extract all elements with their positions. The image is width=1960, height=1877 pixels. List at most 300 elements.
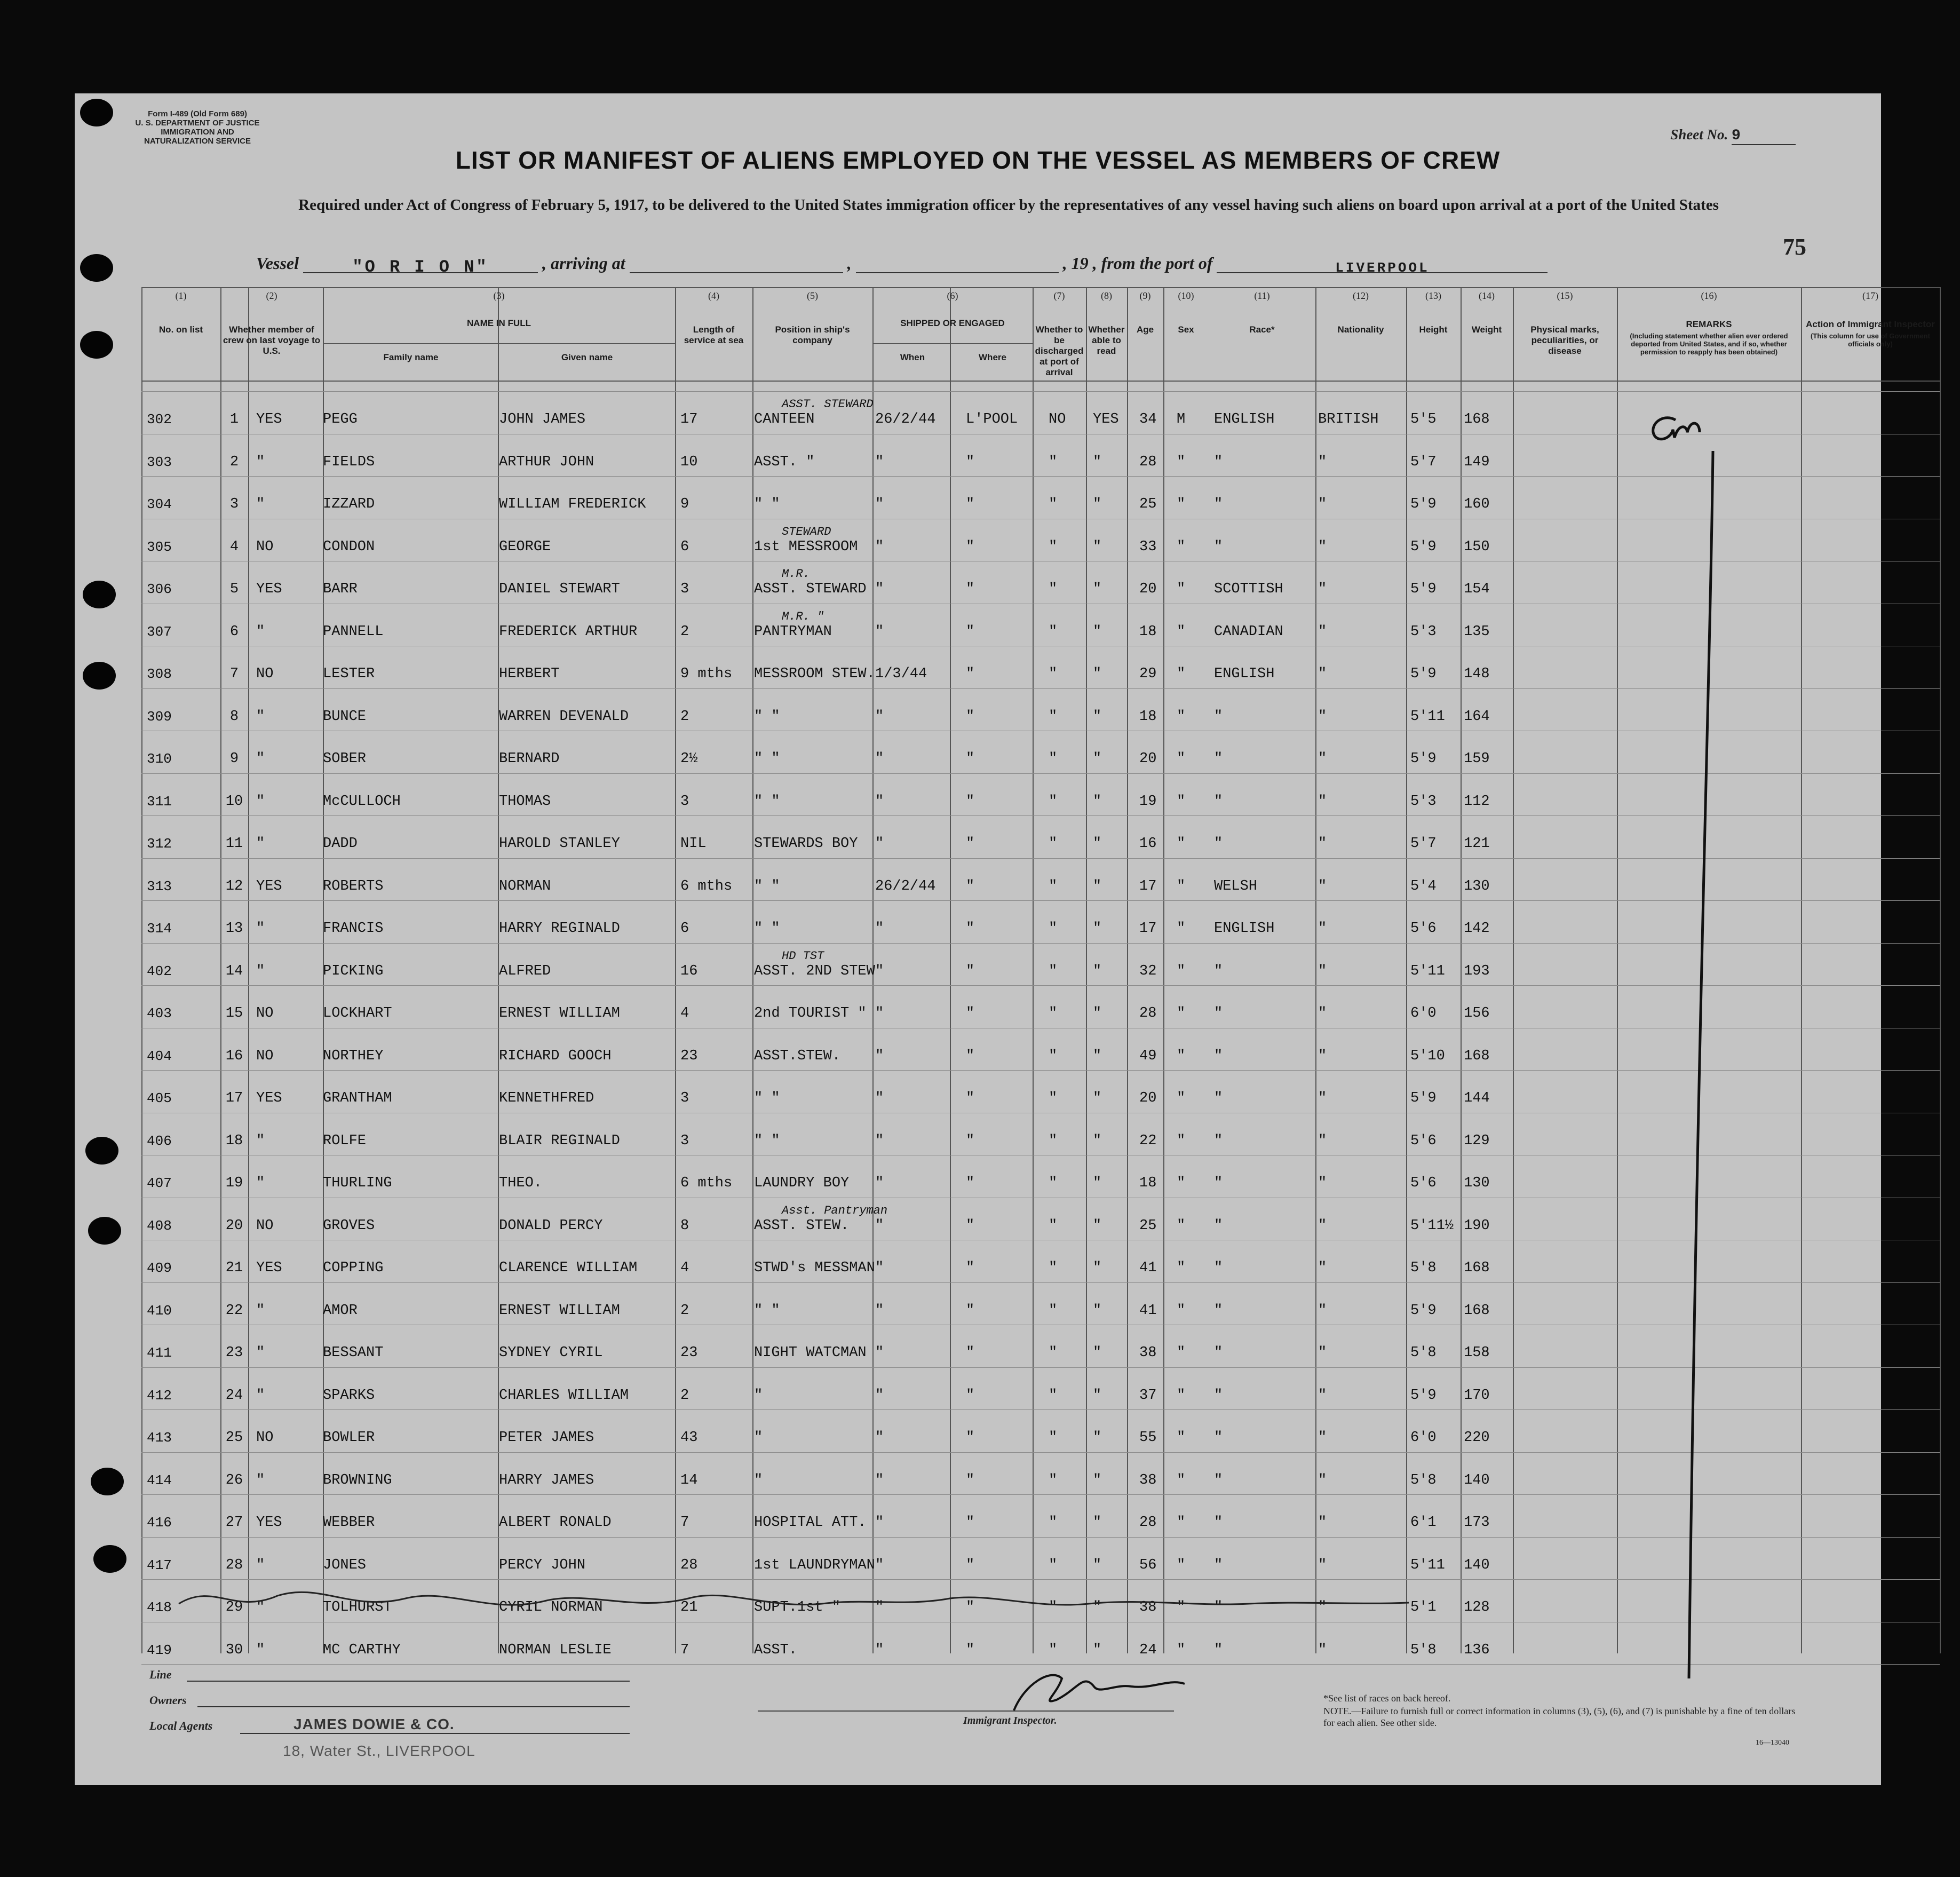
sex-cell: "	[1177, 538, 1186, 555]
family-name-cell: WEBBER	[323, 1515, 375, 1531]
weight-cell: 112	[1464, 793, 1490, 810]
given-name-cell: SYDNEY CYRIL	[499, 1345, 603, 1361]
given-name-cell: ALBERT RONALD	[499, 1515, 612, 1531]
race-cell: "	[1214, 1132, 1223, 1149]
shipped-where-cell: "	[966, 708, 975, 725]
shipped-when-cell: "	[875, 1005, 884, 1021]
column-number: (16)	[1701, 290, 1717, 301]
position-cell: 1st MESSROOM	[754, 538, 858, 555]
position-cell: "	[754, 1387, 763, 1404]
height-cell: 5'8	[1410, 1260, 1437, 1276]
sex-cell: "	[1177, 1048, 1186, 1064]
sex-cell: "	[1177, 751, 1186, 767]
column-header: Sex	[1178, 324, 1194, 335]
height-cell: 5'3	[1410, 793, 1437, 810]
height-cell: 5'6	[1410, 921, 1437, 937]
given-name-cell: GEORGE	[499, 538, 551, 555]
sheet-label: Sheet No.	[1670, 126, 1728, 142]
column-header: Whether to be discharged at port of arrival	[1035, 324, 1084, 377]
last-voyage-cell: NO	[256, 1217, 274, 1234]
shipped-when-cell: "	[875, 751, 884, 767]
able-to-read-cell: "	[1093, 538, 1102, 555]
age-cell: 34	[1139, 411, 1157, 427]
position-cell: "	[754, 1430, 763, 1446]
line-reference: 403	[147, 1005, 172, 1021]
nationality-cell: "	[1318, 1515, 1327, 1531]
position-cell: " "	[754, 793, 780, 810]
weight-cell: 159	[1464, 751, 1490, 767]
race-cell: "	[1214, 1472, 1223, 1488]
column-subheader: Where	[979, 352, 1006, 362]
family-name-cell: FIELDS	[323, 454, 375, 470]
form-identifier	[133, 109, 261, 146]
line-reference: 411	[147, 1345, 172, 1361]
end-of-list-scrawl	[75, 1582, 1881, 1625]
position-cell: LAUNDRY BOY	[754, 1175, 850, 1191]
nationality-cell: "	[1318, 496, 1327, 512]
no-cell: 11	[225, 836, 243, 852]
family-name-cell: MC CARTHY	[323, 1642, 401, 1658]
weight-cell: 168	[1464, 1260, 1490, 1276]
shipped-when-cell: "	[875, 538, 884, 555]
races-note: *See list of races on back hereof.	[1323, 1693, 1451, 1704]
page-number: 75	[1783, 234, 1806, 260]
column-divider	[1406, 287, 1407, 1653]
weight-cell: 168	[1464, 1302, 1490, 1319]
year-label: , 19	[1062, 254, 1089, 273]
column-divider	[1127, 287, 1128, 1653]
no-cell: 10	[225, 793, 243, 810]
weight-cell: 129	[1464, 1132, 1490, 1149]
race-cell: "	[1214, 496, 1223, 512]
sex-cell: "	[1177, 708, 1186, 725]
able-to-read-cell: "	[1093, 1515, 1102, 1531]
weight-cell: 150	[1464, 538, 1490, 555]
shipped-subheader-rule	[872, 343, 1033, 344]
sex-cell: "	[1177, 666, 1186, 682]
column-number: (14)	[1479, 290, 1495, 301]
nationality-cell: "	[1318, 581, 1327, 597]
shipped-where-cell: "	[966, 666, 975, 682]
last-voyage-cell: "	[256, 1132, 265, 1149]
race-cell: "	[1214, 1175, 1223, 1191]
position-annotation: ASST. STEWARD	[782, 398, 874, 411]
sex-cell: "	[1177, 1557, 1186, 1573]
line-label: Line	[149, 1668, 172, 1681]
name-subheader-rule	[323, 343, 675, 344]
no-cell: 14	[225, 963, 243, 979]
vessel-line: Vessel "O R I O N" , arriving at , , 19 , from the port of LIVERPOOL	[256, 254, 1548, 273]
service-cell: 3	[680, 793, 689, 810]
position-cell: ASST. STEWARD	[754, 581, 867, 597]
sex-cell: "	[1177, 1472, 1186, 1488]
column-number: (10)	[1178, 290, 1194, 301]
column-header: Action of Immigrant Inspector	[1806, 319, 1935, 329]
discharged-cell: "	[1049, 1642, 1058, 1658]
race-cell: "	[1214, 1515, 1223, 1531]
shipped-when-cell: "	[875, 921, 884, 937]
shipped-when-cell: 1/3/44	[875, 666, 927, 682]
port-name: LIVERPOOL	[1335, 260, 1430, 276]
family-name-cell: DADD	[323, 836, 358, 852]
last-voyage-cell: "	[256, 1387, 265, 1404]
shipped-when-cell: "	[875, 623, 884, 640]
line-reference: 417	[147, 1557, 172, 1573]
column-header: Age	[1136, 324, 1154, 335]
age-cell: 41	[1139, 1302, 1157, 1319]
punch-hole	[80, 254, 113, 282]
race-cell: "	[1214, 454, 1223, 470]
service-cell: 3	[680, 1132, 689, 1149]
able-to-read-cell: "	[1093, 1132, 1102, 1149]
nationality-cell: "	[1318, 1132, 1327, 1149]
position-cell: STWD's MESSMAN	[754, 1260, 875, 1276]
column-number: (5)	[807, 290, 818, 301]
no-cell: 23	[225, 1345, 243, 1361]
able-to-read-cell: "	[1093, 1302, 1102, 1319]
family-name-cell: GROVES	[323, 1217, 375, 1234]
given-name-cell: RICHARD GOOCH	[499, 1048, 612, 1064]
weight-cell: 170	[1464, 1387, 1490, 1404]
last-voyage-cell: NO	[256, 1430, 274, 1446]
position-cell: " "	[754, 878, 780, 894]
sex-cell: "	[1177, 1090, 1186, 1106]
header-rule	[141, 287, 1940, 288]
able-to-read-cell: "	[1093, 1557, 1102, 1573]
height-cell: 5'3	[1410, 623, 1437, 640]
position-cell: " "	[754, 1132, 780, 1149]
last-voyage-cell: "	[256, 836, 265, 852]
weight-cell: 160	[1464, 496, 1490, 512]
position-cell: ASST. STEW.	[754, 1217, 850, 1234]
column-number: (15)	[1557, 290, 1573, 301]
service-cell: 6 mths	[680, 1175, 733, 1191]
nationality-cell: "	[1318, 538, 1327, 555]
service-cell: 14	[680, 1472, 698, 1488]
arriving-field	[630, 256, 843, 273]
race-cell: "	[1214, 1345, 1223, 1361]
no-cell: 28	[225, 1557, 243, 1573]
able-to-read-cell: "	[1093, 1175, 1102, 1191]
line-reference: 308	[147, 666, 172, 682]
height-cell: 5'8	[1410, 1472, 1437, 1488]
service-cell: 6	[680, 538, 689, 555]
date-field	[856, 256, 1059, 273]
line-reference: 314	[147, 921, 172, 937]
line-reference: 413	[147, 1430, 172, 1446]
line-reference: 312	[147, 836, 172, 852]
shipped-where-cell: "	[966, 1048, 975, 1064]
age-cell: 56	[1139, 1557, 1157, 1573]
shipped-where-cell: "	[966, 878, 975, 894]
service-cell: 8	[680, 1217, 689, 1234]
weight-cell: 135	[1464, 623, 1490, 640]
column-subheader: Given name	[561, 352, 613, 362]
given-name-cell: DANIEL STEWART	[499, 581, 620, 597]
line-reference: 309	[147, 708, 172, 725]
shipped-where-cell: "	[966, 1132, 975, 1149]
last-voyage-cell: YES	[256, 1260, 282, 1276]
age-cell: 49	[1139, 1048, 1157, 1064]
no-cell: 20	[225, 1217, 243, 1234]
column-number: (7)	[1053, 290, 1065, 301]
column-divider	[248, 287, 249, 1653]
shipped-where-cell: "	[966, 1090, 975, 1106]
column-subheader: Family name	[383, 352, 439, 362]
last-voyage-cell: NO	[256, 1048, 274, 1064]
position-cell: ASST.STEW.	[754, 1048, 841, 1064]
able-to-read-cell: "	[1093, 1472, 1102, 1488]
last-voyage-cell: "	[256, 1472, 265, 1488]
race-cell: WELSH	[1214, 878, 1258, 894]
race-cell: "	[1214, 1090, 1223, 1106]
agents-label: Local Agents	[149, 1719, 213, 1732]
column-divider	[1163, 287, 1164, 1653]
sheet-number-value: 9	[1732, 128, 1796, 145]
age-cell: 32	[1139, 963, 1157, 979]
race-cell: ENGLISH	[1214, 666, 1275, 682]
age-cell: 38	[1139, 1472, 1157, 1488]
discharged-cell: "	[1049, 963, 1058, 979]
service-cell: 3	[680, 581, 689, 597]
race-cell: "	[1214, 1387, 1223, 1404]
height-cell: 5'11	[1410, 708, 1445, 725]
weight-cell: 140	[1464, 1557, 1490, 1573]
shipped-when-cell: "	[875, 454, 884, 470]
weight-cell: 164	[1464, 708, 1490, 725]
nationality-cell: "	[1318, 1048, 1327, 1064]
weight-cell: 136	[1464, 1642, 1490, 1658]
row-rule	[141, 391, 1940, 392]
vessel-name: "O R I O N"	[352, 257, 489, 277]
given-name-cell: PERCY JOHN	[499, 1557, 586, 1573]
print-code: 16—13040	[1756, 1739, 1789, 1747]
discharged-cell: "	[1049, 496, 1058, 512]
nationality-cell: "	[1318, 1472, 1327, 1488]
height-cell: 6'0	[1410, 1430, 1437, 1446]
last-voyage-cell: "	[256, 1345, 265, 1361]
column-number: (12)	[1353, 290, 1369, 301]
column-number: (2)	[266, 290, 277, 301]
shipped-where-cell: "	[966, 1387, 975, 1404]
nationality-cell: "	[1318, 708, 1327, 725]
height-cell: 5'9	[1410, 1302, 1437, 1319]
last-voyage-cell: NO	[256, 666, 274, 682]
column-divider	[1940, 287, 1941, 1653]
service-cell: 10	[680, 454, 698, 470]
shipped-when-cell: "	[875, 1515, 884, 1531]
age-cell: 17	[1139, 921, 1157, 937]
discharged-cell: "	[1049, 1472, 1058, 1488]
weight-cell: 154	[1464, 581, 1490, 597]
service-cell: 7	[680, 1515, 689, 1531]
shipped-where-cell: "	[966, 1175, 975, 1191]
age-cell: 20	[1139, 1090, 1157, 1106]
shipped-when-cell: "	[875, 1260, 884, 1276]
age-cell: 28	[1139, 1005, 1157, 1021]
line-reference: 419	[147, 1642, 172, 1658]
sex-cell: "	[1177, 454, 1186, 470]
last-voyage-cell: YES	[256, 1090, 282, 1106]
weight-cell: 128	[1464, 1599, 1490, 1615]
family-name-cell: ROLFE	[323, 1132, 367, 1149]
last-voyage-cell: "	[256, 623, 265, 640]
no-cell: 21	[225, 1260, 243, 1276]
able-to-read-cell: "	[1093, 1430, 1102, 1446]
discharged-cell: "	[1049, 1430, 1058, 1446]
column-header: Nationality	[1337, 324, 1384, 335]
family-name-cell: JONES	[323, 1557, 367, 1573]
nationality-cell: "	[1318, 1005, 1327, 1021]
weight-cell: 130	[1464, 878, 1490, 894]
sex-cell: "	[1177, 963, 1186, 979]
sex-cell: "	[1177, 1599, 1186, 1615]
column-header: REMARKS	[1686, 319, 1732, 329]
service-cell: 43	[680, 1430, 698, 1446]
position-cell: 2nd TOURIST "	[754, 1005, 867, 1021]
service-cell: 2	[680, 623, 689, 640]
no-cell: 9	[229, 751, 239, 767]
line-reference: 306	[147, 581, 172, 597]
shipped-where-cell: "	[966, 1005, 975, 1021]
sex-cell: "	[1177, 581, 1186, 597]
column-divider	[950, 287, 951, 1653]
height-cell: 5'8	[1410, 1642, 1437, 1658]
position-cell: ASST. 2ND STEW	[754, 963, 875, 979]
given-name-cell: KENNETHFRED	[499, 1090, 594, 1106]
agent-stamp-name: JAMES DOWIE & CO.	[293, 1716, 455, 1732]
discharged-cell: "	[1049, 666, 1058, 682]
discharged-cell: "	[1049, 1302, 1058, 1319]
discharged-cell: NO	[1049, 411, 1066, 427]
last-voyage-cell: "	[256, 921, 265, 937]
race-cell: "	[1214, 793, 1223, 810]
no-cell: 15	[225, 1005, 243, 1021]
column-header: SHIPPED OR ENGAGED	[900, 318, 1005, 328]
line-reference: 404	[147, 1048, 172, 1064]
service-cell: 17	[680, 411, 698, 427]
last-voyage-cell: "	[256, 1642, 265, 1658]
position-cell: " "	[754, 496, 780, 512]
column-divider	[675, 287, 676, 1653]
owners-label: Owners	[149, 1693, 187, 1707]
age-cell: 18	[1139, 1175, 1157, 1191]
shipped-when-cell: "	[875, 836, 884, 852]
height-cell: 5'7	[1410, 454, 1437, 470]
height-cell: 5'4	[1410, 878, 1437, 894]
age-cell: 18	[1139, 623, 1157, 640]
column-header-note: (Including statement whether alien ever ordered deported from United States, and if so, whether permission to reapply has been obtained)	[1630, 332, 1788, 356]
given-name-cell: CLARENCE WILLIAM	[499, 1260, 638, 1276]
given-name-cell: BLAIR REGINALD	[499, 1132, 620, 1149]
family-name-cell: BARR	[323, 581, 358, 597]
sheet-number	[1670, 126, 1796, 145]
nationality-cell: "	[1318, 878, 1327, 894]
position-cell: ASST.	[754, 1642, 798, 1658]
height-cell: 5'9	[1410, 1090, 1437, 1106]
able-to-read-cell: "	[1093, 581, 1102, 597]
given-name-cell: NORMAN	[499, 878, 551, 894]
punch-hole	[88, 1217, 121, 1245]
column-header: Height	[1419, 324, 1448, 335]
shipped-where-cell: "	[966, 1345, 975, 1361]
given-name-cell: HARRY REGINALD	[499, 921, 620, 937]
nationality-cell: "	[1318, 623, 1327, 640]
shipped-where-cell: "	[966, 1472, 975, 1488]
race-cell: "	[1214, 836, 1223, 852]
family-name-cell: COPPING	[323, 1260, 384, 1276]
punch-hole	[80, 331, 113, 359]
family-name-cell: BOWLER	[323, 1430, 375, 1446]
punch-hole	[91, 1468, 124, 1495]
punch-hole	[83, 581, 116, 608]
position-cell: ASST. "	[754, 454, 815, 470]
height-cell: 5'7	[1410, 836, 1437, 852]
able-to-read-cell: "	[1093, 1048, 1102, 1064]
weight-cell: 158	[1464, 1345, 1490, 1361]
weight-cell: 121	[1464, 836, 1490, 852]
last-voyage-cell: "	[256, 454, 265, 470]
discharged-cell: "	[1049, 1599, 1058, 1615]
column-divider	[1315, 287, 1316, 1653]
family-name-cell: BROWNING	[323, 1472, 392, 1488]
position-cell: MESSROOM STEW.	[754, 666, 875, 682]
height-cell: 5'6	[1410, 1175, 1437, 1191]
sex-cell: "	[1177, 1217, 1186, 1234]
last-voyage-cell: "	[256, 708, 265, 725]
column-divider	[752, 287, 753, 1653]
sex-cell: "	[1177, 1387, 1186, 1404]
given-name-cell: THOMAS	[499, 793, 551, 810]
service-cell: 28	[680, 1557, 698, 1573]
age-cell: 18	[1139, 708, 1157, 725]
discharged-cell: "	[1049, 1217, 1058, 1234]
column-number: (4)	[708, 290, 719, 301]
age-cell: 38	[1139, 1345, 1157, 1361]
service-cell: 21	[680, 1599, 698, 1615]
weight-cell: 148	[1464, 666, 1490, 682]
weight-cell: 144	[1464, 1090, 1490, 1106]
manifest-sheet	[75, 93, 1935, 1785]
nationality-cell: "	[1318, 793, 1327, 810]
no-cell: 6	[229, 623, 239, 640]
agent-stamp-address: 18, Water St., LIVERPOOL	[283, 1743, 475, 1759]
height-cell: 5'11½	[1410, 1217, 1454, 1234]
shipped-where-cell: "	[966, 1217, 975, 1234]
nationality-cell: "	[1318, 1345, 1327, 1361]
race-cell: "	[1214, 708, 1223, 725]
shipped-when-cell: 26/2/44	[875, 411, 936, 427]
department-name: U. S. DEPARTMENT OF JUSTICE	[135, 118, 260, 128]
given-name-cell: DONALD PERCY	[499, 1217, 603, 1234]
able-to-read-cell: YES	[1093, 411, 1119, 427]
sex-cell: "	[1177, 1132, 1186, 1149]
position-cell: " "	[754, 1090, 780, 1106]
shipped-when-cell: "	[875, 963, 884, 979]
column-header: No. on list	[158, 324, 203, 335]
family-name-cell: IZZARD	[323, 496, 375, 512]
column-number: (13)	[1425, 290, 1441, 301]
service-cell: 3	[680, 1090, 689, 1106]
line-reference: 313	[147, 878, 172, 894]
able-to-read-cell: "	[1093, 623, 1102, 640]
age-cell: 25	[1139, 1217, 1157, 1234]
position-annotation: STEWARD	[782, 525, 831, 538]
sex-cell: "	[1177, 1175, 1186, 1191]
position-cell: "	[754, 1472, 763, 1488]
nationality-cell: "	[1318, 666, 1327, 682]
line-reference: 310	[147, 751, 172, 767]
